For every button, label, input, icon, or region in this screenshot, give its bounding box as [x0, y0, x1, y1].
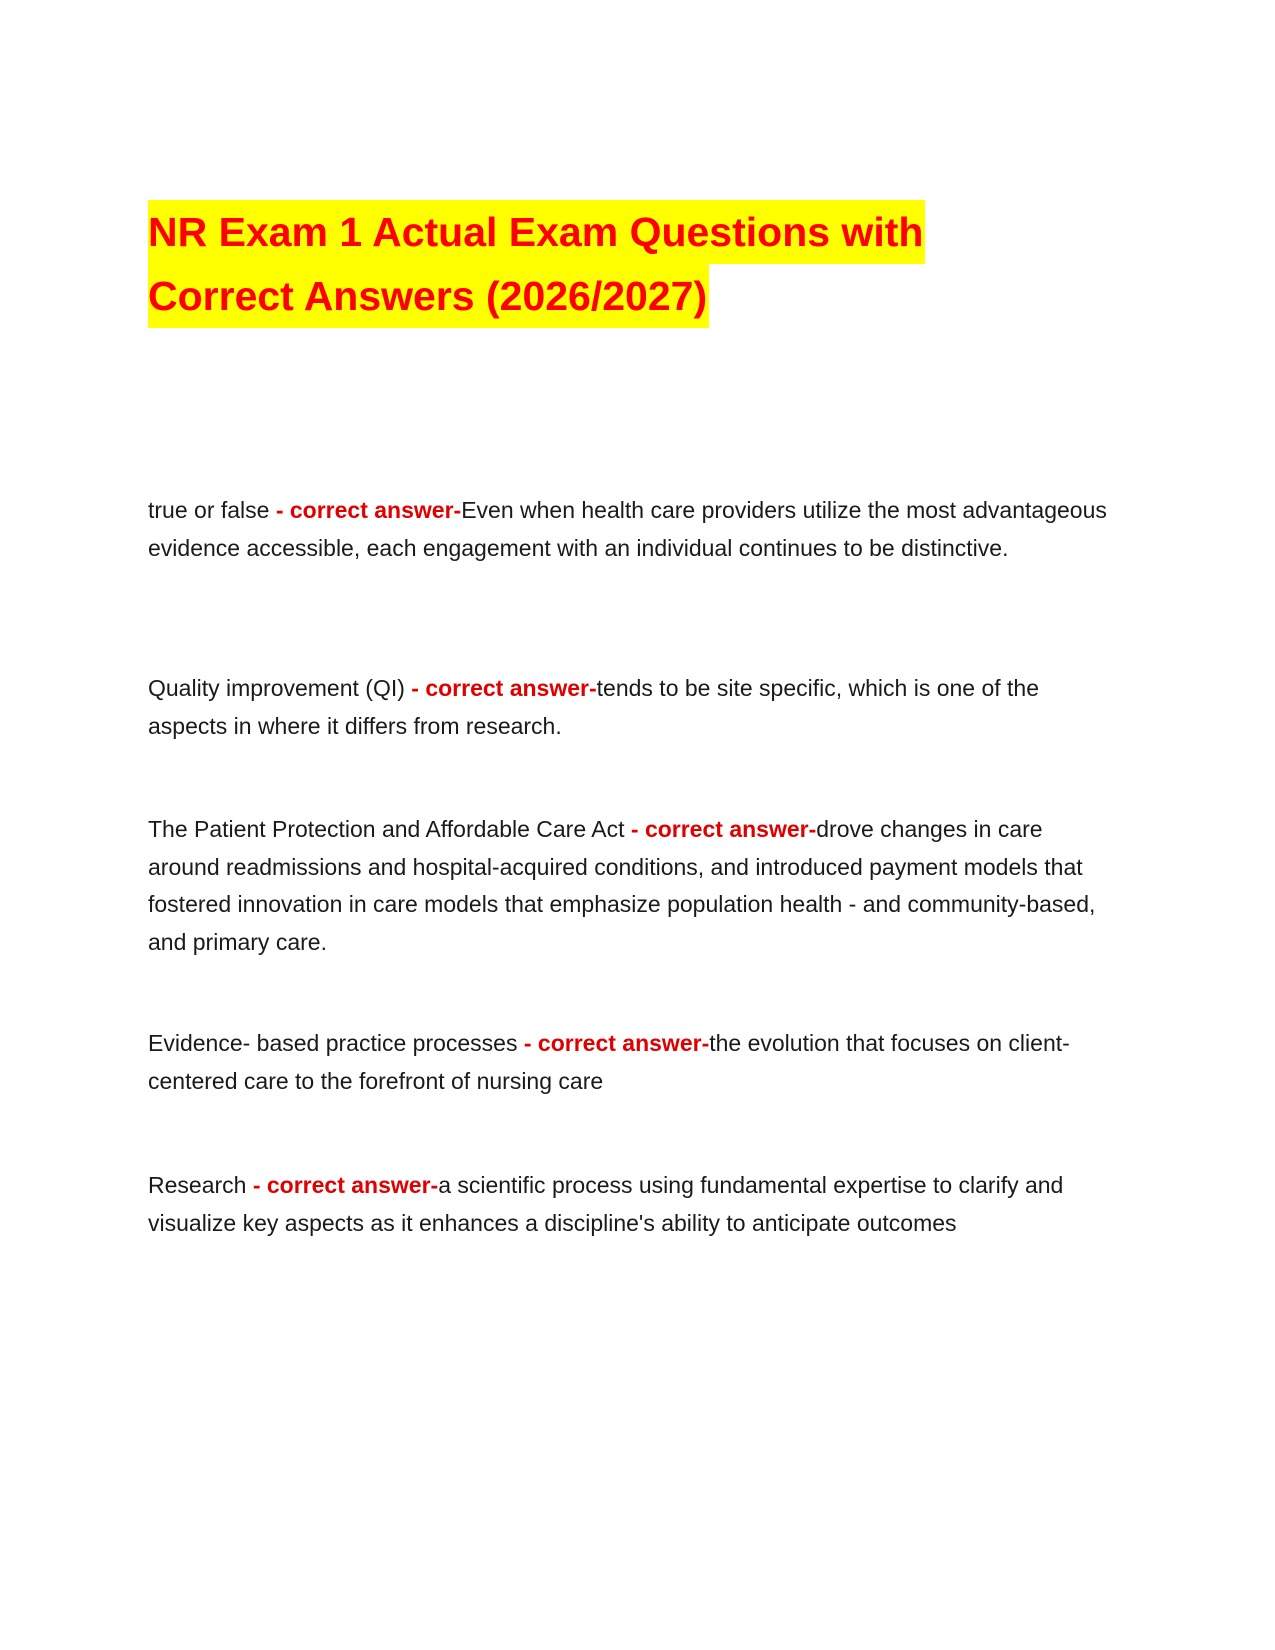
- qa-item: [148, 1167, 1118, 1242]
- qa-term: Research: [148, 1172, 253, 1198]
- title-line-1: NR Exam 1 Actual Exam Questions with: [148, 200, 925, 264]
- qa-answer: Even when health care providers utilize the most advantageous evidence accessible, each engagement with an individual continues to be distinctive.: [148, 497, 1107, 561]
- qa-answer: the evolution that focuses on client- centered care to the forefront of nursing care: [148, 1030, 1070, 1094]
- qa-item: [148, 492, 1118, 567]
- answer-marker: - correct answer-: [411, 675, 597, 701]
- qa-item: [148, 670, 1118, 745]
- answer-marker: - correct answer-: [252, 1172, 439, 1198]
- qa-answer: a scientific process using fundamental expertise to clarify and visualize key aspects as it enhances a discipline's ability to anticipate outcomes: [148, 1172, 1064, 1236]
- title-line-2: Correct Answers (2026/2027): [148, 264, 709, 328]
- qa-term: The Patient Protection and Affordable Care Act: [148, 816, 631, 842]
- qa-term: true or false: [148, 497, 276, 523]
- answer-marker: - correct answer-: [275, 497, 462, 523]
- document-title: [148, 200, 1028, 328]
- qa-answer: tends to be site specific, which is one of the aspects in where it differs from research.: [148, 675, 1040, 739]
- qa-answer: drove changes in care around readmissions and hospital-acquired conditions, and introduced payment models that fostered innovation in care models that emphasize population health - and community-based, and primary care.: [148, 816, 1096, 955]
- qa-item: [148, 1025, 1118, 1100]
- qa-term: Evidence- based practice processes: [148, 1030, 524, 1056]
- qa-term: Quality improvement (QI): [148, 675, 412, 701]
- answer-marker: - correct answer-: [523, 1030, 710, 1056]
- qa-item: [148, 811, 1118, 961]
- answer-marker: - correct answer-: [630, 816, 817, 842]
